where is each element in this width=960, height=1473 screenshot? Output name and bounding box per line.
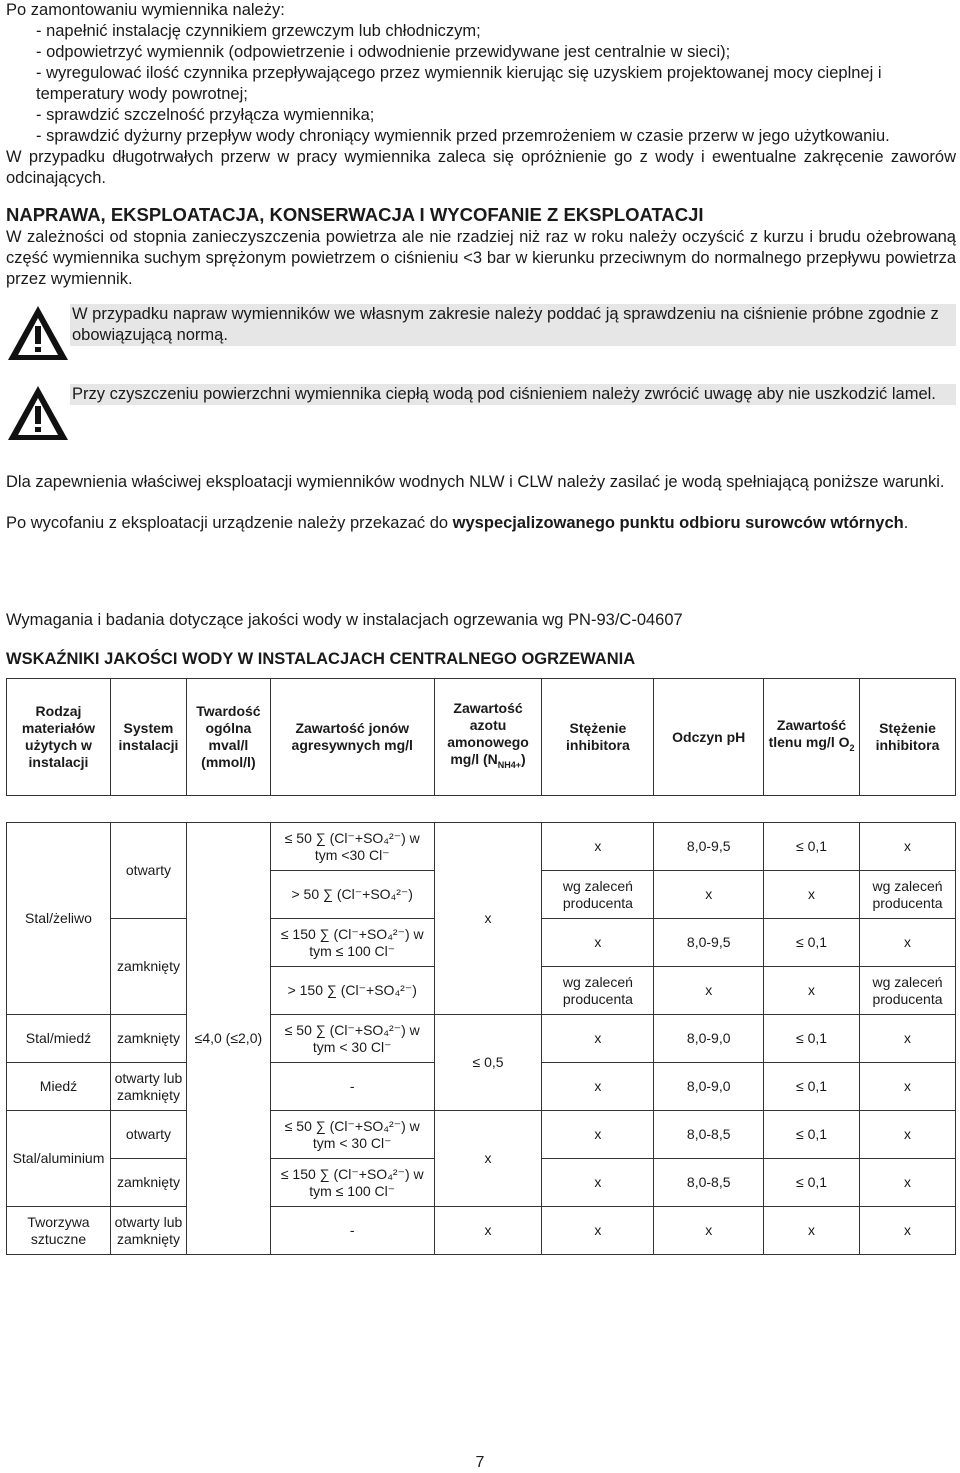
table-header: Twardość ogólna mval/l (mmol/l): [186, 679, 270, 796]
nh4-subscript: NH4+: [497, 759, 522, 770]
system-cell: otwarty: [110, 823, 186, 919]
table-header: Rodzaj materiałów użytych w instalacji: [7, 679, 111, 796]
table-header: Stężenie inhibitora: [542, 679, 654, 796]
inhibitor-cell: x: [860, 823, 956, 871]
inhibitor-cell: x: [542, 919, 654, 967]
oxygen-cell: ≤ 0,1: [764, 1159, 860, 1207]
table-spacer-row: [7, 796, 956, 823]
oxygen-cell: ≤ 0,1: [764, 1015, 860, 1063]
inhibitor-cell: x: [860, 1159, 956, 1207]
warning-text: W przypadku napraw wymienników we własnym zakresie należy poddać ją sprawdzeniu na ciśnienie próbne zgodnie z obowiązującą normą.: [70, 304, 956, 346]
ph-cell: x: [654, 871, 764, 919]
table-row: [7, 1015, 956, 1063]
nitrogen-cell: x: [434, 823, 542, 1015]
table-header: Odczyn pH: [654, 679, 764, 796]
system-cell: otwarty lub zamknięty: [110, 1063, 186, 1111]
ph-cell: 8,0-9,5: [654, 919, 764, 967]
ions-cell: > 50 ∑ (Cl⁻+SO₄²⁻): [270, 871, 434, 919]
ions-cell: ≤ 50 ∑ (Cl⁻+SO₄²⁻) w tym <30 Cl⁻: [270, 823, 434, 871]
ph-cell: 8,0-8,5: [654, 1111, 764, 1159]
ph-cell: x: [654, 1207, 764, 1255]
nitrogen-cell: x: [434, 1111, 542, 1207]
inhibitor-cell: wg zaleceń producenta: [542, 967, 654, 1015]
intro-item: - sprawdzić szczelność przyłącza wymiennika;: [36, 106, 375, 124]
intro-item: - wyregulować ilość czynnika przepływającego przez wymiennik kierując się uzyskiem projektowanej mocy cieplnej i temperatury wody powrotnej;: [36, 64, 882, 103]
intro-lead: Po zamontowaniu wymiennika należy:: [6, 1, 285, 19]
nitrogen-cell: ≤ 0,5: [434, 1015, 542, 1111]
disposal-bold: wyspecjalizowanego punktu odbioru surowców wtórnych: [452, 514, 904, 532]
disposal-end: .: [903, 514, 909, 532]
material-cell: Miedź: [7, 1063, 111, 1111]
inhibitor-cell: wg zaleceń producenta: [542, 871, 654, 919]
warning-triangle-icon: [6, 384, 70, 442]
ph-cell: 8,0-8,5: [654, 1159, 764, 1207]
intro-item: - odpowietrzyć wymiennik (odpowietrzenie i odwodnienie przewidywane jest centralnie w sieci);: [36, 43, 731, 61]
inhibitor-cell: x: [542, 1015, 654, 1063]
table-header: System instalacji: [110, 679, 186, 796]
warning-box: [6, 384, 956, 442]
oxygen-cell: x: [764, 871, 860, 919]
oxygen-cell: ≤ 0,1: [764, 919, 860, 967]
intro-block: [6, 0, 956, 189]
oxygen-cell: ≤ 0,1: [764, 1063, 860, 1111]
table-row: [7, 1111, 956, 1159]
inhibitor-cell: wg zaleceń producenta: [860, 967, 956, 1015]
oxygen-cell: ≤ 0,1: [764, 823, 860, 871]
warning-text: Przy czyszczeniu powierzchni wymiennika ciepłą wodą pod ciśnieniem należy zwrócić uwagę aby nie uszkodzić lamel.: [70, 384, 956, 405]
ph-cell: 8,0-9,0: [654, 1063, 764, 1111]
system-cell: otwarty lub zamknięty: [110, 1207, 186, 1255]
warning-box: [6, 304, 956, 362]
ions-cell: ≤ 150 ∑ (Cl⁻+SO₄²⁻) w tym ≤ 100 Cl⁻: [270, 1159, 434, 1207]
table-header: Stężenie inhibitora: [860, 679, 956, 796]
oxygen-cell: x: [764, 967, 860, 1015]
nitrogen-cell: x: [434, 1207, 542, 1255]
inhibitor-cell: x: [860, 1063, 956, 1111]
ions-cell: -: [270, 1063, 434, 1111]
inhibitor-cell: x: [542, 1159, 654, 1207]
oxygen-cell: x: [764, 1207, 860, 1255]
inhibitor-cell: x: [542, 1111, 654, 1159]
table-header: Zawartość jonów agresywnych mg/l: [270, 679, 434, 796]
inhibitor-cell: x: [542, 823, 654, 871]
table-row: [7, 1207, 956, 1255]
disposal-text: Po wycofaniu z eksploatacji urządzenie należy przekazać do: [6, 514, 453, 532]
ions-cell: ≤ 50 ∑ (Cl⁻+SO₄²⁻) w tym < 30 Cl⁻: [270, 1015, 434, 1063]
table-header-nitrogen: [434, 679, 542, 796]
inhibitor-cell: x: [860, 919, 956, 967]
ph-cell: 8,0-9,0: [654, 1015, 764, 1063]
intro-item: - napełnić instalację czynnikiem grzewczym lub chłodniczym;: [36, 22, 481, 40]
disposal-paragraph: [6, 513, 956, 534]
water-quality-table: [6, 678, 956, 1255]
material-cell: Stal/aluminium: [7, 1111, 111, 1207]
material-cell: Stal/miedź: [7, 1015, 111, 1063]
table-header: Zawartość azotu amonowego mg/l (N: [447, 700, 529, 768]
system-cell: zamknięty: [110, 919, 186, 1015]
page-number: 7: [475, 1454, 485, 1471]
table-row: [7, 823, 956, 871]
inhibitor-cell: wg zaleceń producenta: [860, 871, 956, 919]
inhibitor-cell: x: [860, 1111, 956, 1159]
intro-item: - sprawdzić dyżurny przepływ wody chroniący wymiennik przed przemrożeniem w czasie przerw w jego użytkowaniu.: [36, 127, 890, 145]
ph-cell: 8,0-9,5: [654, 823, 764, 871]
material-cell: Tworzywa sztuczne: [7, 1207, 111, 1255]
section-title: NAPRAWA, EKSPLOATACJA, KONSERWACJA I WYCOFANIE Z EKSPLOATACJI: [6, 204, 704, 225]
oxygen-cell: ≤ 0,1: [764, 1111, 860, 1159]
inhibitor-cell: x: [860, 1207, 956, 1255]
requirements-line: Wymagania i badania dotyczące jakości wody w instalacjach ogrzewania wg PN-93/C-04607: [6, 611, 683, 629]
table-header-row: [7, 679, 956, 796]
hardness-cell: ≤4,0 (≤2,0): [186, 823, 270, 1255]
inhibitor-cell: x: [542, 1063, 654, 1111]
system-cell: zamknięty: [110, 1015, 186, 1063]
system-cell: otwarty: [110, 1111, 186, 1159]
ions-cell: ≤ 50 ∑ (Cl⁻+SO₄²⁻) w tym < 30 Cl⁻: [270, 1111, 434, 1159]
o2-subscript: 2: [849, 742, 855, 753]
section-text: W zależności od stopnia zanieczyszczenia powietrza ale nie rzadziej niż raz w roku należy oczyścić z kurzu i brudu ożebrowaną część wymiennika suchym sprężonym powietrzem o ciśnieniu <3 bar w kierunku przeciwnym do normalnego przepływu powietrza przez wymiennik.: [6, 228, 956, 288]
table-header-oxygen: [764, 679, 860, 796]
paren-close: ): [521, 751, 526, 768]
warning-triangle-icon: [6, 304, 70, 362]
ions-cell: > 150 ∑ (Cl⁻+SO₄²⁻): [270, 967, 434, 1015]
system-cell: zamknięty: [110, 1159, 186, 1207]
supply-paragraph: Dla zapewnienia właściwej eksploatacji wymienników wodnych NLW i CLW należy zasilać je wodą spełniającą poniższe warunki.: [6, 473, 945, 491]
inhibitor-cell: x: [860, 1015, 956, 1063]
table-header: Zawartość tlenu mg/l O: [768, 717, 850, 751]
material-cell: Stal/żeliwo: [7, 823, 111, 1015]
ions-cell: ≤ 150 ∑ (Cl⁻+SO₄²⁻) w tym ≤ 100 Cl⁻: [270, 919, 434, 967]
intro-after: W przypadku długotrwałych przerw w pracy wymiennika zaleca się opróżnienie go z wody i ewentualne zakręcenie zaworów odcinających.: [6, 148, 956, 187]
ions-cell: -: [270, 1207, 434, 1255]
table-title: WSKAŹNIKI JAKOŚCI WODY W INSTALACJACH CENTRALNEGO OGRZEWANIA: [6, 650, 636, 668]
inhibitor-cell: x: [542, 1207, 654, 1255]
ph-cell: x: [654, 967, 764, 1015]
